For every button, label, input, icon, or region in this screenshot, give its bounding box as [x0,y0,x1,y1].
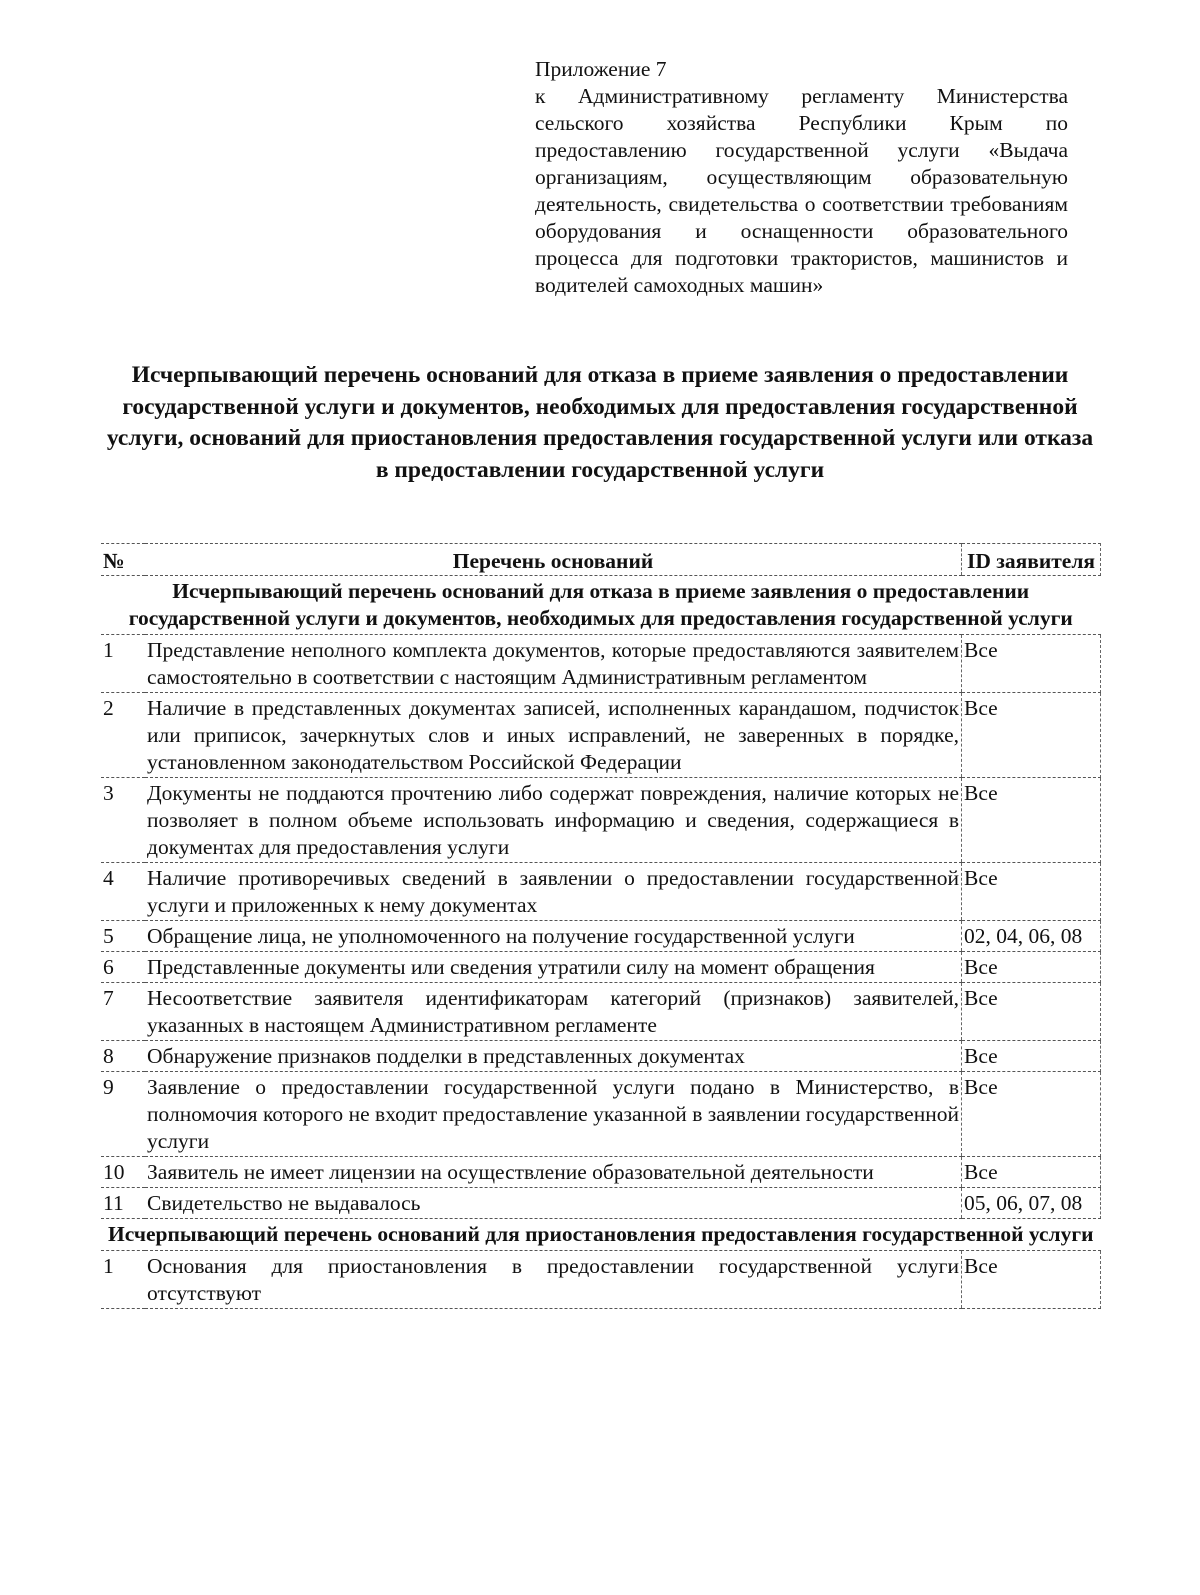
row-applicant-id: Все [962,983,1101,1041]
annex-number: Приложение 7 [535,57,667,81]
row-number: 10 [101,1157,145,1188]
header-reasons: Перечень оснований [145,544,962,576]
row-applicant-id: Все [962,693,1101,778]
row-reason: Наличие в представленных документах записей, исполненных карандашом, подчисток или приписок, зачеркнутых слов и иных исправлений, не заверенных в порядке, установленном законодательством Российской Федерации [145,693,962,778]
table-row [101,983,1101,1041]
header-applicant-id: ID заявителя [962,544,1101,576]
table-row [101,1072,1101,1157]
row-number: 4 [101,863,145,921]
table-row [101,952,1101,983]
row-number: 2 [101,693,145,778]
row-reason: Свидетельство не выдавалось [145,1188,962,1219]
section-title: Исчерпывающий перечень оснований для отказа в приеме заявления о предоставлении государственной услуги и документов, необходимых для предоставления государственной услуги [101,576,1101,635]
row-reason: Наличие противоречивых сведений в заявлении о предоставлении государственной услуги и приложенных к нему документах [145,863,962,921]
row-applicant-id: Все [962,863,1101,921]
row-reason: Документы не поддаются прочтению либо содержат повреждения, наличие которых не позволяет в полном объеме использовать информацию и сведения, содержащиеся в документах для предоставления услуги [145,778,962,863]
table-header-row [101,544,1101,576]
reasons-table-body [101,544,1101,1309]
row-reason: Несоответствие заявителя идентификаторам категорий (признаков) заявителей, указанных в настоящем Административном регламенте [145,983,962,1041]
row-number: 6 [101,952,145,983]
table-row [101,1157,1101,1188]
row-reason: Заявитель не имеет лицензии на осуществление образовательной деятельности [145,1157,962,1188]
row-number: 11 [101,1188,145,1219]
row-reason: Основания для приостановления в предоставлении государственной услуги отсутствуют [145,1251,962,1309]
reasons-table [101,543,1101,1309]
row-number: 5 [101,921,145,952]
row-number: 1 [101,635,145,693]
row-applicant-id: Все [962,635,1101,693]
row-reason: Представленные документы или сведения утратили силу на момент обращения [145,952,962,983]
header-number: № [101,544,145,576]
row-number: 9 [101,1072,145,1157]
annex-reference: к Административному регламенту Министерства сельского хозяйства Республики Крым по предоставлению государственной услуги «Выдача организациям, осуществляющим образовательную деятельность, свидетельства о соответствии требованиям оборудования и оснащенности образовательного процесса для подготовки трактористов, машинистов и водителей самоходных машин» [535,84,1068,297]
row-applicant-id: Все [962,1157,1101,1188]
section-title: Исчерпывающий перечень оснований для приостановления предоставления государственной услуги [101,1219,1101,1251]
table-row [101,635,1101,693]
section-suspension-heading [101,1219,1101,1251]
row-applicant-id: Все [962,1041,1101,1072]
section-refusal-heading [101,576,1101,635]
document-title: Исчерпывающий перечень оснований для отказа в приеме заявления о предоставлении государственной услуги и документов, необходимых для предоставления государственной услуги, оснований для приостановления предоставления государственной услуги или отказа в предоставлении государственной услуги [106,362,1094,483]
row-reason: Обращение лица, не уполномоченного на получение государственной услуги [145,921,962,952]
table-row [101,693,1101,778]
table-row [101,1041,1101,1072]
row-applicant-id: Все [962,952,1101,983]
annex-note [535,56,1068,299]
table-row [101,921,1101,952]
row-number: 7 [101,983,145,1041]
table-row [101,863,1101,921]
row-applicant-id: Все [962,1072,1101,1157]
row-number: 1 [101,1251,145,1309]
row-reason: Заявление о предоставлении государственной услуги подано в Министерство, в полномочия которого не входит предоставление указанной в заявлении государственной услуги [145,1072,962,1157]
row-applicant-id: Все [962,1251,1101,1309]
row-applicant-id: Все [962,778,1101,863]
table-row [101,778,1101,863]
table-row [101,1251,1101,1309]
row-number: 3 [101,778,145,863]
row-applicant-id: 05, 06, 07, 08 [962,1188,1101,1219]
table-row [101,1188,1101,1219]
row-reason: Представление неполного комплекта документов, которые предоставляются заявителем самостоятельно в соответствии с настоящим Административным регламентом [145,635,962,693]
row-applicant-id: 02, 04, 06, 08 [962,921,1101,952]
row-number: 8 [101,1041,145,1072]
row-reason: Обнаружение признаков подделки в представленных документах [145,1041,962,1072]
